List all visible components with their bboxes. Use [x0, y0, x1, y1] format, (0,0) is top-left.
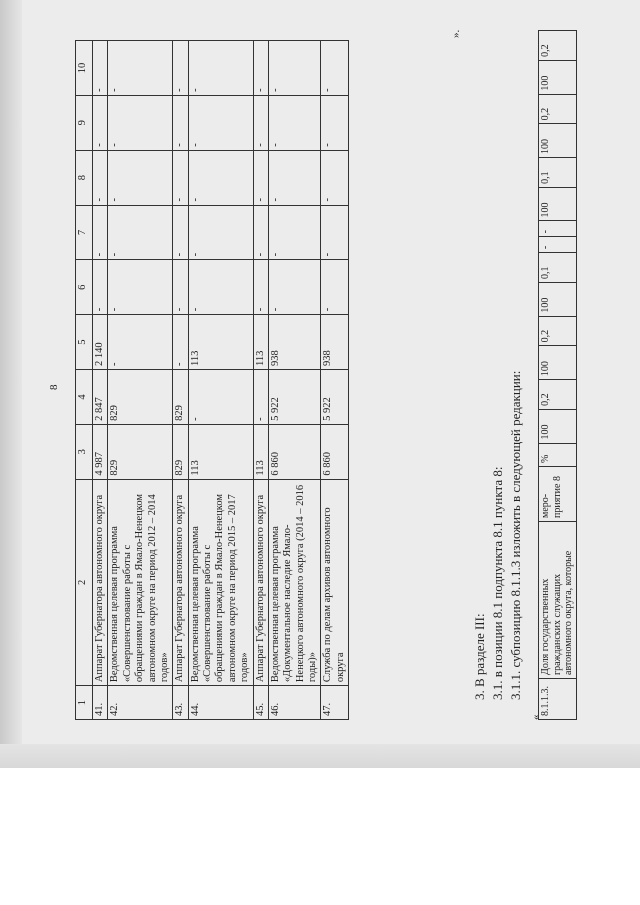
rotated-document-page [40, 0, 600, 760]
row-value: - [268, 41, 321, 96]
sub-value: 0,2 [539, 316, 577, 346]
row-value: - [253, 150, 268, 205]
row-value: 2 140 [93, 315, 108, 370]
sub-value: 100 [539, 60, 577, 94]
paragraph-item-3-1: 3.1. в позиции 8.1 подпункта 8.1 пункта 8: [490, 466, 505, 700]
row-value: - [108, 150, 173, 205]
row-value: - [253, 370, 268, 425]
sub-value: 100 [539, 124, 577, 158]
row-value: - [188, 370, 253, 425]
row-value: 5 922 [321, 370, 349, 425]
row-name: Ведомственная целевая программа «Совершенствование работы с обращениями граждан в Ямало-Ненецком автономном округе на период 2012 – 2014 годов» [108, 479, 173, 686]
row-value: - [188, 95, 253, 150]
sub-event: меро-приятие 8 [539, 467, 577, 522]
row-name: Аппарат Губернатора автономного округа [253, 479, 268, 686]
paragraph-item-3-1-1: 3.1.1. субпозицию 8.1.1.3 изложить в следующей редакции: [508, 370, 523, 700]
row-number: 44. [188, 686, 253, 720]
budget-table [75, 40, 349, 720]
header-cell: 2 [76, 479, 93, 686]
row-value: - [93, 205, 108, 260]
row-value: 6 860 [321, 424, 349, 479]
row-name: Ведомственная целевая программа «Совершенствование работы с обращениями граждан в Ямало-Ненецком автономном округе на период 2015 – 2017 годов» [188, 479, 253, 686]
row-name: Ведомственная целевая программа «Документальное наследие Ямало-Ненецкого автономного округа (2014 – 2016 годы)» [268, 479, 321, 686]
table-row [321, 41, 349, 720]
row-value: - [253, 260, 268, 315]
row-value: - [108, 41, 173, 96]
sub-value: 0,2 [539, 31, 577, 61]
row-number: 41. [93, 686, 108, 720]
row-value: - [93, 41, 108, 96]
sub-value: 0,2 [539, 94, 577, 124]
sub-value: - [539, 237, 577, 253]
row-value: - [268, 95, 321, 150]
table-row [93, 41, 108, 720]
row-value: - [253, 95, 268, 150]
sub-value: 100 [539, 282, 577, 316]
row-value: - [108, 205, 173, 260]
row-value: 113 [253, 315, 268, 370]
row-value: 4 987 [93, 424, 108, 479]
row-value: 938 [268, 315, 321, 370]
row-value: - [188, 150, 253, 205]
row-value: 829 [173, 424, 188, 479]
page-number: 8 [48, 384, 60, 390]
row-number: 46. [268, 686, 321, 720]
header-cell: 1 [76, 686, 93, 720]
row-value: - [173, 205, 188, 260]
table-row [188, 41, 253, 720]
row-value: - [173, 41, 188, 96]
row-value: 6 860 [268, 424, 321, 479]
subposition-table [538, 30, 577, 720]
row-name: Служба по делам архивов автономного округа [321, 479, 349, 686]
row-value: - [188, 205, 253, 260]
sub-value: 100 [539, 187, 577, 221]
row-name: Аппарат Губернатора автономного округа [173, 479, 188, 686]
row-value: - [93, 95, 108, 150]
row-name: Аппарат Губернатора автономного округа [93, 479, 108, 686]
sub-value: 0,1 [539, 158, 577, 188]
row-value: - [268, 205, 321, 260]
row-value: 938 [321, 315, 349, 370]
row-value: - [268, 150, 321, 205]
table-row [253, 41, 268, 720]
row-value: - [173, 315, 188, 370]
row-value: - [321, 150, 349, 205]
header-cell: 3 [76, 424, 93, 479]
row-value: - [321, 260, 349, 315]
row-value: - [253, 41, 268, 96]
row-value: - [321, 41, 349, 96]
header-cell: 7 [76, 205, 93, 260]
row-value: - [108, 95, 173, 150]
closing-quote: ». [450, 29, 462, 38]
subposition-row [539, 31, 577, 720]
row-number: 43. [173, 686, 188, 720]
table-row [268, 41, 321, 720]
opening-quote: « [530, 714, 542, 720]
row-value: - [108, 260, 173, 315]
sub-name: Доля государственных гражданских служащих автономного округа, которые [539, 522, 577, 679]
header-cell: 10 [76, 41, 93, 96]
sub-value: 0,1 [539, 253, 577, 283]
sub-value: 0,2 [539, 380, 577, 410]
row-value: - [188, 41, 253, 96]
row-value: - [93, 260, 108, 315]
table-row [173, 41, 188, 720]
row-number: 42. [108, 686, 173, 720]
row-value: - [321, 205, 349, 260]
row-value: 2 847 [93, 370, 108, 425]
header-cell: 9 [76, 95, 93, 150]
row-value: - [173, 150, 188, 205]
row-value: - [108, 315, 173, 370]
row-value: - [173, 260, 188, 315]
row-number: 45. [253, 686, 268, 720]
header-cell: 5 [76, 315, 93, 370]
sub-value: - [539, 221, 577, 237]
header-cell: 6 [76, 260, 93, 315]
row-value: - [93, 150, 108, 205]
row-value: - [321, 95, 349, 150]
table-row [108, 41, 173, 720]
scan-edge-shadow [0, 0, 22, 768]
row-value: 5 922 [268, 370, 321, 425]
row-value: 113 [253, 424, 268, 479]
row-value: 829 [108, 370, 173, 425]
row-value: 113 [188, 315, 253, 370]
row-value: 829 [108, 424, 173, 479]
header-cell: 8 [76, 150, 93, 205]
header-cell: 4 [76, 370, 93, 425]
row-value: - [188, 260, 253, 315]
sub-number: 8.1.1.3. [539, 679, 577, 720]
row-value: - [253, 205, 268, 260]
row-value: 113 [188, 424, 253, 479]
sub-value: 100 [539, 346, 577, 380]
sub-value: 100 [539, 409, 577, 443]
sub-unit: % [539, 443, 577, 466]
row-value: - [173, 95, 188, 150]
row-number: 47. [321, 686, 349, 720]
table-header-row [76, 41, 93, 720]
row-value: - [268, 260, 321, 315]
row-value: 829 [173, 370, 188, 425]
paragraph-section-3: 3. В разделе III: [472, 613, 487, 700]
